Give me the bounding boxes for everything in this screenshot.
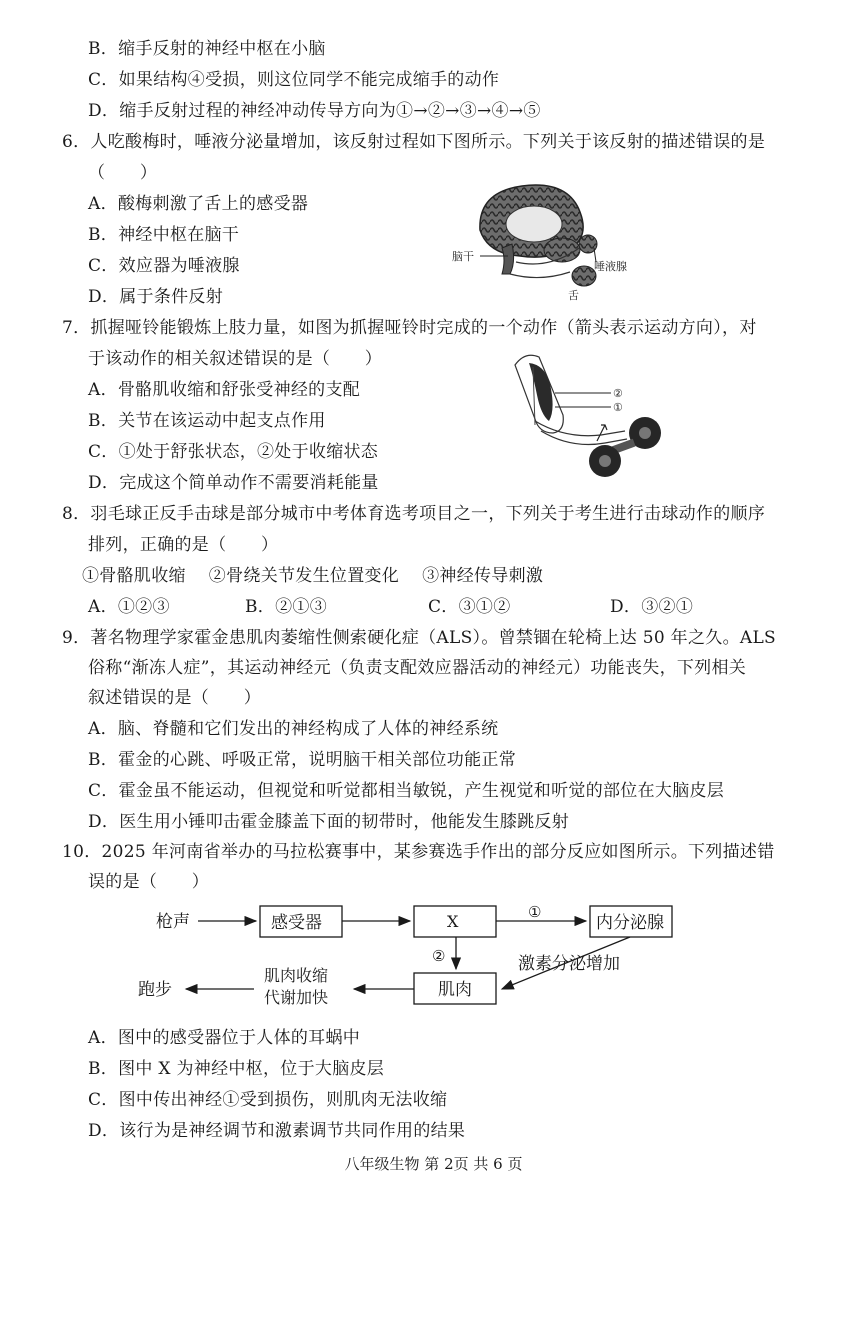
q9-option-b: B．霍金的心跳、呼吸正常，说明脑干相关部位功能正常	[88, 750, 516, 770]
q7-stem-line1: 7．抓握哑铃能锻炼上肢力量，如图为抓握哑铃时完成的一个动作（箭头表示运动方向），对	[62, 318, 757, 338]
q8-option-a: A．①②③	[88, 597, 170, 617]
flow-endocrine: 内分泌腺	[596, 913, 664, 933]
q7-label-2: ②	[613, 387, 623, 400]
q6-label-brainstem: 脑干	[452, 250, 474, 263]
flow-label-2: ②	[432, 947, 446, 965]
flow-muscle: 肌肉	[438, 980, 472, 1000]
flow-receptor: 感受器	[271, 913, 322, 933]
q5-option-c: C．如果结构④受损，则这位同学不能完成缩手的动作	[88, 70, 500, 90]
flow-label-1: ①	[528, 903, 542, 921]
q7-option-d: D．完成这个简单动作不需要消耗能量	[88, 473, 379, 493]
q6-option-b: B．神经中枢在脑干	[88, 225, 240, 245]
q10-stem-line2: 误的是（ ）	[88, 872, 210, 892]
q9-stem-line2: 俗称“渐冻人症”，其运动神经元（负责支配效应器活动的神经元）功能丧失，下列相关	[88, 658, 747, 678]
q6-brain-figure	[450, 178, 650, 303]
q7-option-c: C．①处于舒张状态，②处于收缩状态	[88, 442, 379, 462]
q10-option-d: D．该行为是神经调节和激素调节共同作用的结果	[88, 1121, 466, 1141]
q5-option-d: D．缩手反射过程的神经冲动传导方向为①→②→③→④→⑤	[88, 101, 541, 121]
q8-stem-line1: 8．羽毛球正反手击球是部分城市中考体育选考项目之一，下列关于考生进行击球动作的顺序	[62, 504, 766, 524]
flow-hormone: 激素分泌增加	[518, 954, 620, 974]
q8-option-d: D．③②①	[610, 597, 694, 617]
q7-label-1: ①	[613, 401, 623, 414]
q9-stem-line1: 9．著名物理学家霍金患肌肉萎缩性侧索硬化症（ALS）。曾禁锢在轮椅上达 50 年之久。ALS	[62, 628, 776, 648]
q6-label-tongue: 舌	[568, 289, 579, 302]
flow-contract-2: 代谢加快	[264, 988, 329, 1007]
q6-stem-line2: （ ）	[88, 163, 158, 183]
q8-stem-line2: 排列，正确的是（ ）	[88, 535, 279, 555]
q7-option-a: A．骨骼肌收缩和舒张受神经的支配	[88, 380, 361, 400]
q10-flow-diagram	[130, 895, 690, 1020]
flow-run: 跑步	[138, 980, 172, 1000]
q6-option-a: A．酸梅刺激了舌上的感受器	[88, 194, 309, 214]
q7-option-b: B．关节在该运动中起支点作用	[88, 411, 326, 431]
q9-stem-line3: 叙述错误的是（ ）	[88, 688, 261, 708]
q6-option-c: C．效应器为唾液腺	[88, 256, 240, 276]
flow-x: X	[447, 912, 459, 931]
q10-stem-line1: 10．2025 年河南省举办的马拉松赛事中，某参赛选手作出的部分反应如图所示。下列描述错	[62, 842, 775, 862]
q9-option-a: A．脑、脊髓和它们发出的神经构成了人体的神经系统	[88, 719, 499, 739]
flow-contract-1: 肌肉收缩	[264, 966, 329, 985]
q6-stem-line1: 6．人吃酸梅时，唾液分泌量增加，该反射过程如下图所示。下列关于该反射的描述错误的是	[62, 132, 766, 152]
q9-option-c: C．霍金虽不能运动，但视觉和听觉都相当敏锐，产生视觉和听觉的部位在大脑皮层	[88, 781, 725, 801]
q7-arm-figure	[505, 345, 680, 480]
q10-option-a: A．图中的感受器位于人体的耳蜗中	[88, 1028, 361, 1048]
q8-items: ①骨骼肌收缩 ②骨绕关节发生位置变化 ③神经传导刺激	[82, 566, 544, 586]
q10-option-b: B．图中 X 为神经中枢，位于大脑皮层	[88, 1059, 385, 1079]
flow-gunshot: 枪声	[156, 912, 190, 932]
q7-stem-line2: 于该动作的相关叙述错误的是（ ）	[88, 349, 383, 369]
q8-option-c: C．③①②	[428, 597, 511, 617]
q6-label-salivary: 唾液腺	[594, 260, 627, 273]
q9-option-d: D．医生用小锤叩击霍金膝盖下面的韧带时，他能发生膝跳反射	[88, 812, 570, 832]
q8-option-b: B．②①③	[245, 597, 327, 617]
q5-option-b: B．缩手反射的神经中枢在小脑	[88, 39, 326, 59]
q10-option-c: C．图中传出神经①受到损伤，则肌肉无法收缩	[88, 1090, 448, 1110]
page-footer: 八年级生物 第 2页 共 6 页	[344, 1155, 523, 1173]
q6-option-d: D．属于条件反射	[88, 287, 224, 307]
